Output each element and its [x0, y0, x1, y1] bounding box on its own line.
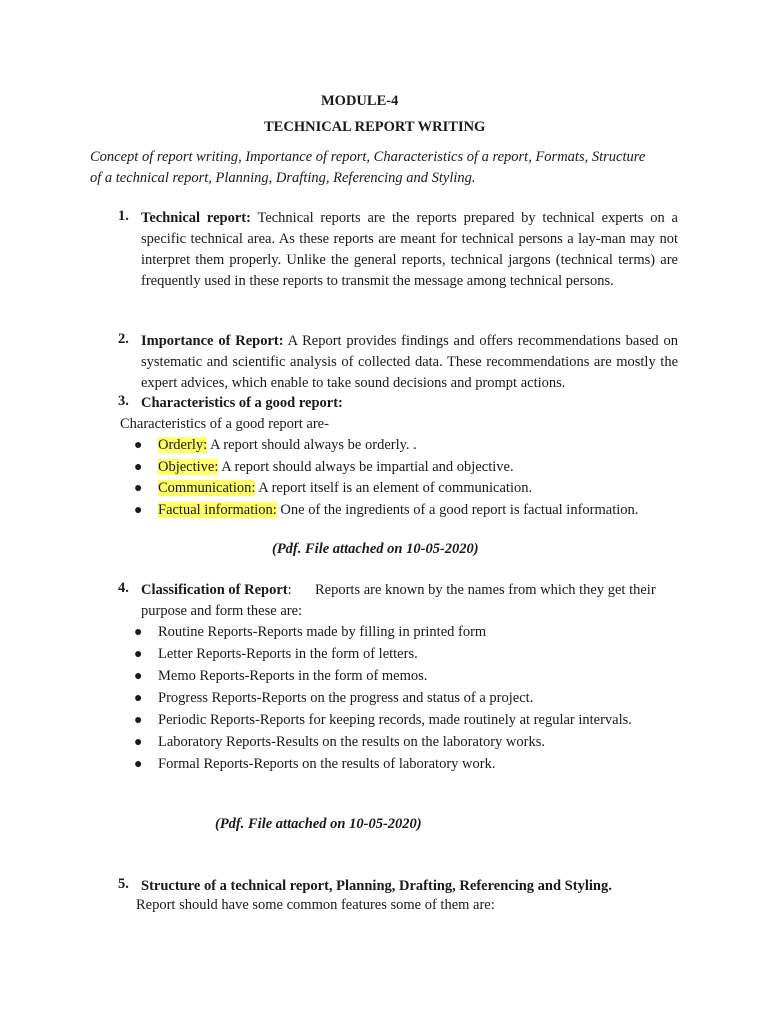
list-item: [134, 435, 417, 456]
module-heading: MODULE-4: [321, 93, 399, 109]
subtitle-line-2: of a technical report, Planning, Drafting, Referencing and Styling.: [90, 170, 476, 186]
section-2-number: 2.: [118, 331, 129, 347]
section-4-intro-line-1: Reports are known by the names from which they get their: [315, 582, 656, 598]
list-item-text: A report should always be orderly. .: [207, 437, 417, 453]
list-item: [134, 622, 486, 643]
section-4-heading-line: [141, 580, 292, 601]
section-5-intro: Report should have some common features some of them are:: [136, 897, 495, 913]
list-item: [134, 710, 632, 731]
bullet-icon: ●: [134, 757, 143, 772]
list-item-text: A report should always be impartial and objective.: [218, 459, 514, 475]
section-3-intro: Characteristics of a good report are-: [120, 416, 329, 432]
list-item-text: Laboratory Reports-Results on the results on the laboratory works.: [158, 734, 545, 750]
section-2-heading: Importance of Report:: [141, 333, 284, 349]
subtitle-line-1: Concept of report writing, Importance of report, Characteristics of a report, Formats, Structure: [90, 149, 646, 165]
list-item-term: Objective:: [158, 459, 219, 475]
attachment-note: (Pdf. File attached on 10-05-2020): [272, 541, 479, 557]
list-item: [134, 478, 532, 499]
list-item-text: Progress Reports-Reports on the progress and status of a project.: [158, 690, 534, 706]
section-4-heading: Classification of Report: [141, 582, 288, 598]
list-item: [134, 666, 427, 687]
document-title: TECHNICAL REPORT WRITING: [264, 119, 486, 135]
bullet-icon: ●: [134, 438, 143, 453]
section-2-paragraph: [141, 331, 678, 394]
section-3-heading: Characteristics of a good report:: [141, 395, 343, 411]
list-item: [134, 457, 514, 478]
section-3-number: 3.: [118, 393, 129, 409]
list-item-text: Periodic Reports-Reports for keeping records, made routinely at regular intervals.: [158, 712, 632, 728]
list-item: [134, 644, 418, 665]
bullet-icon: ●: [134, 735, 143, 750]
list-item-term: Factual information:: [158, 502, 277, 518]
list-item: [134, 754, 495, 775]
bullet-icon: ●: [134, 713, 143, 728]
section-5-heading: Structure of a technical report, Planning, Drafting, Referencing and Styling.: [141, 878, 612, 894]
list-item-term: Orderly:: [158, 437, 208, 453]
bullet-icon: ●: [134, 481, 143, 496]
section-4-intro-line-2: purpose and form these are:: [141, 603, 303, 619]
list-item-text: Routine Reports-Reports made by filling in printed form: [158, 624, 487, 640]
list-item-term: Communication:: [158, 480, 256, 496]
list-item: [134, 732, 545, 753]
section-4-colon: :: [287, 582, 292, 598]
section-1-body: Technical reports are the reports prepared by technical experts on a specific technical area. As these reports are meant for technical persons a lay-man may not interpret them properly. Unlike the general reports, technical jargons (technical terms) are frequently used in these reports to transmit the message among technical persons.: [141, 210, 678, 289]
attachment-note: (Pdf. File attached on 10-05-2020): [215, 816, 422, 832]
bullet-icon: ●: [134, 625, 143, 640]
section-5-number: 5.: [118, 876, 129, 892]
bullet-icon: ●: [134, 691, 143, 706]
list-item-text: A report itself is an element of communication.: [255, 480, 533, 496]
list-item-text: One of the ingredients of a good report is factual information.: [276, 502, 639, 518]
bullet-icon: ●: [134, 647, 143, 662]
section-1-heading: Technical report:: [141, 210, 251, 226]
bullet-icon: ●: [134, 503, 143, 518]
section-1-number: 1.: [118, 208, 129, 224]
list-item-text: Letter Reports-Reports in the form of letters.: [158, 646, 418, 662]
list-item-text: Formal Reports-Reports on the results of laboratory work.: [158, 756, 496, 772]
section-4-number: 4.: [118, 580, 129, 596]
list-item: [134, 500, 638, 521]
bullet-icon: ●: [134, 460, 143, 475]
section-1-paragraph: [141, 208, 678, 292]
bullet-icon: ●: [134, 669, 143, 684]
section-2-body: A Report provides findings and offers recommendations based on systematic and scientific analysis of collected data. These recommendations are mostly the expert advices, which enable to take sound decisions and prompt actions.: [141, 333, 678, 391]
list-item-text: Memo Reports-Reports in the form of memos.: [158, 668, 428, 684]
list-item: [134, 688, 533, 709]
